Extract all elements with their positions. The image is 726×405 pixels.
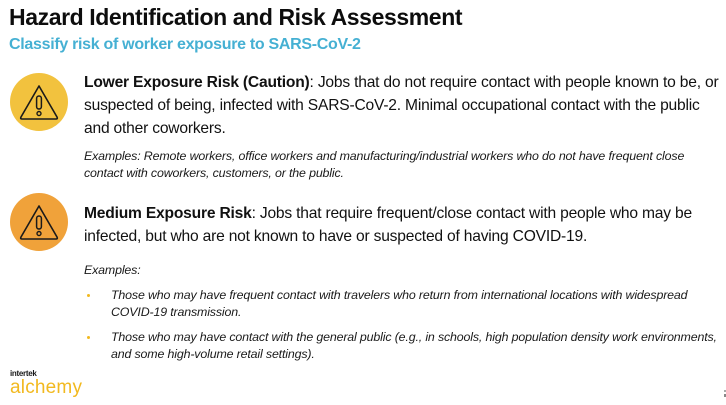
medium-risk-section bbox=[84, 202, 720, 363]
lower-risk-label: Lower Exposure Risk (Caution) bbox=[84, 74, 310, 91]
medium-risk-examples-heading: Examples: bbox=[84, 263, 141, 277]
medium-risk-examples-list bbox=[84, 287, 720, 363]
lower-risk-examples: Examples: Remote workers, office workers and manufacturing/industrial workers who do not have frequent close contact with coworkers, customers, or the public. bbox=[84, 149, 685, 180]
bullet-dot-icon bbox=[87, 336, 90, 339]
medium-risk-label: Medium Exposure Risk bbox=[84, 205, 252, 222]
medium-risk-warning-icon bbox=[10, 193, 68, 251]
lower-risk-text: Jobs that do not require contact with people known to be, or suspected of being, infected with SARS-CoV-2. Minimal occupational contact with the public and other coworkers. bbox=[84, 74, 719, 137]
bullet-dot-icon bbox=[87, 294, 90, 297]
lower-risk-warning-icon bbox=[10, 73, 68, 131]
lower-risk-description: Lower Exposure Risk (Caution): Jobs that do not require contact with people known to be, or suspected of being, infected with SARS-CoV-2. Minimal occupational contact with the public and other coworkers. bbox=[84, 74, 719, 137]
medium-risk-description: Medium Exposure Risk: Jobs that require frequent/close contact with people who may be infected, but who are not known to have or suspected of having COVID-19. bbox=[84, 205, 692, 245]
warning-triangle-icon bbox=[10, 73, 68, 131]
logo-intertek-text: intertek bbox=[10, 369, 37, 378]
lower-risk-section bbox=[84, 71, 720, 182]
warning-triangle-icon bbox=[10, 193, 68, 251]
list-item: Those who may have frequent contact with travelers who return from international locations with widespread COVID-19 transmission. bbox=[84, 287, 720, 321]
medium-risk-text: Jobs that require frequent/close contact with people who may be infected, but who are not known to have or suspected of having COVID-19. bbox=[84, 205, 692, 245]
page-title: Hazard Identification and Risk Assessment bbox=[9, 4, 463, 30]
list-item: Those who may have contact with the general public (e.g., in schools, high population density work environments, and some high-volume retail settings). bbox=[84, 329, 720, 363]
logo-alchemy-text: alchemy bbox=[10, 377, 83, 398]
intertek-alchemy-logo bbox=[10, 370, 82, 398]
page-subtitle: Classify risk of worker exposure to SARS-CoV-2 bbox=[9, 36, 361, 53]
